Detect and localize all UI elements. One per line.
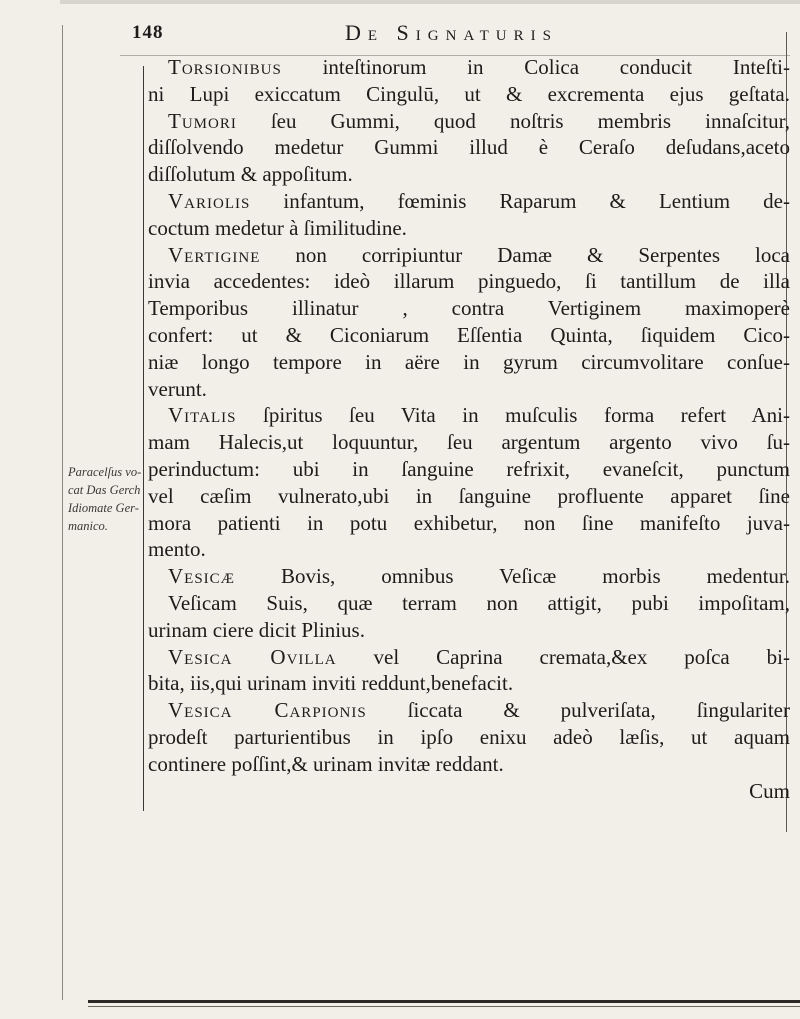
bottom-rule <box>88 1000 800 1003</box>
text-line: confert: ut & Ciconiarum Eſſentia Quinta, ſiquidem Cico- <box>148 322 790 347</box>
text-line: prodeſt parturientibus in ipſo enixu adeò læſis, ut aquam <box>148 724 790 749</box>
text-line: Veſicam Suis, quæ terram non attigit, pubi impoſitam, <box>168 590 790 615</box>
text-line: Torsionibus inteſtinorum in Colica conducit Inteſti- <box>168 55 790 79</box>
marginal-note-line: Paracelſus vo- <box>68 465 142 479</box>
column-rule <box>143 66 144 811</box>
text-line: invia accedentes: ideò illarum pinguedo, ſi tantillum de illa <box>148 269 790 294</box>
marginal-note-line: cat Das Gerch <box>68 483 141 497</box>
text-line: urinam ciere dicit Plinius. <box>148 617 365 642</box>
text-line: niæ longo tempore in aëre in gyrum circumvolitare conſue- <box>148 349 790 374</box>
page-gutter-line <box>62 25 63 1000</box>
marginal-note-line: manico. <box>68 519 108 533</box>
bottom-rule-thin <box>88 1006 800 1007</box>
text-line: diſſolvendo medetur Gummi illud è Ceraſo deſudans,aceto <box>148 135 790 160</box>
text-line: Vitalis ſpiritus ſeu Vita in muſculis forma refert Ani- <box>168 403 790 428</box>
marginal-note <box>68 463 142 535</box>
text-line: mora patienti in potu exhibetur, non ſine manifeſto juva- <box>148 510 790 535</box>
text-line: Temporibus illinatur , contra Vertiginem maximoperè <box>148 296 790 321</box>
page-edge <box>60 0 800 4</box>
body-text <box>148 54 790 804</box>
text-line: diſſolutum & appoſitum. <box>148 162 353 187</box>
text-line: Vesica Carpionis ſiccata & pulveriſata, ſingulariter <box>168 698 790 723</box>
catchword: Cum <box>749 778 790 803</box>
text-line: mento. <box>148 537 206 562</box>
marginal-note-line: Idiomate Ger- <box>68 501 139 515</box>
text-line: mam Halecis,ut loquuntur, ſeu argentum argento vivo ſu- <box>148 430 790 455</box>
text-line: coctum medetur à ſimilitudine. <box>148 215 407 240</box>
text-line: Tumori ſeu Gummi, quod noſtris membris innaſcitur, <box>168 108 790 133</box>
text-line: ni Lupi exiccatum Cingulū, ut & excrementa ejus geſtata. <box>148 81 790 106</box>
text-line: perinductum: ubi in ſanguine refrixit, evaneſcit, punctum <box>148 456 790 481</box>
running-title: De Signaturis <box>345 20 558 45</box>
text-line: bita, iis,qui urinam inviti reddunt,benefacit. <box>148 671 514 696</box>
text-line: Vesicæ Bovis, omnibus Veſicæ morbis medentur. <box>168 564 790 589</box>
page-header <box>132 20 792 50</box>
text-line: continere poſſint,& urinam invitæ reddant. <box>148 751 504 776</box>
text-line: vel cæſim vulnerato,ubi in ſanguine profluente apparet ſine <box>148 483 790 508</box>
text-line: Variolis infantum, fœminis Raparum & Lentium de- <box>168 188 790 213</box>
page-number: 148 <box>132 22 164 43</box>
text-line: Vertigine non corripiuntur Damæ & Serpentes loca <box>168 242 790 267</box>
text-line: Vesica Ovilla vel Caprina cremata,&ex poſca bi- <box>168 644 790 669</box>
text-line: verunt. <box>148 376 207 401</box>
